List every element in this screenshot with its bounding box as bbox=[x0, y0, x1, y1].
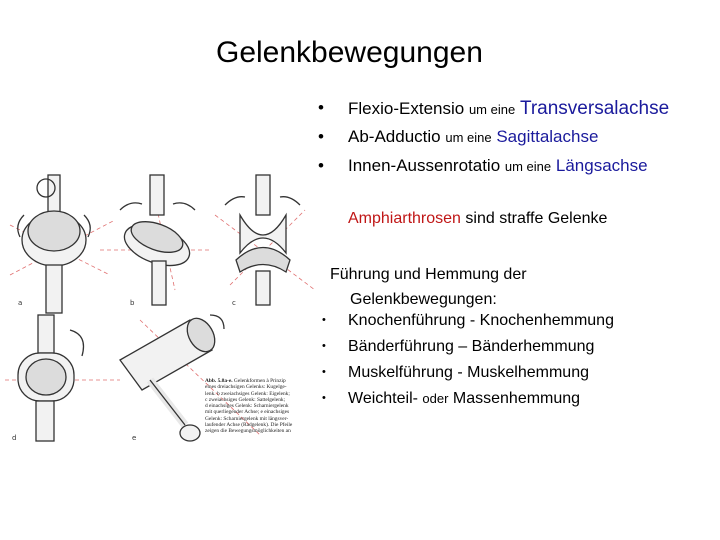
list-item-text: Muskelführung - Muskelhemmung bbox=[348, 364, 589, 381]
movement-name: Flexio-Extensio bbox=[348, 99, 465, 118]
figure-label-b: b bbox=[130, 299, 135, 307]
amphiarthrosen-note bbox=[348, 210, 607, 228]
joint-d-hinge bbox=[18, 315, 84, 441]
connector: um eine bbox=[445, 130, 492, 145]
figure-label-c: c bbox=[232, 299, 236, 307]
guidance-heading-line2: Gelenkbewegungen: bbox=[350, 291, 497, 308]
figure-caption bbox=[205, 378, 325, 435]
text-suffix: Massenhemmung bbox=[452, 390, 581, 407]
caption-line: mit querliegender Achse; e einachsiges bbox=[205, 409, 290, 416]
bullet: • bbox=[322, 366, 326, 378]
list-item-text: Bänderführung – Bänderhemmung bbox=[348, 338, 595, 355]
movement-text bbox=[348, 127, 598, 147]
movement-text bbox=[348, 98, 669, 120]
connector: um eine bbox=[504, 159, 552, 174]
axis-name: Transversalachse bbox=[519, 98, 670, 119]
caption-heading: Abb. 5.8a-e. bbox=[205, 378, 233, 384]
caption-line: c zweiachsiges Gelenk: Sattelgelenk; bbox=[205, 396, 286, 403]
figure-label-e: e bbox=[132, 434, 137, 442]
caption-line: d einachsiges Gelenk: Scharniergelenk bbox=[205, 403, 289, 410]
slide-title: Gelenkbewegungen bbox=[216, 36, 483, 69]
connector: um eine bbox=[468, 102, 516, 117]
caption-line: Gelenk: Scharniergelenk mit längsver- bbox=[205, 415, 289, 422]
caption-line: eines dreiachsigen Gelenks: Kugelge- bbox=[205, 384, 287, 391]
text-prefix: Weichteil- bbox=[348, 390, 418, 407]
figure-label-d: d bbox=[12, 434, 17, 442]
bullet: • bbox=[318, 127, 324, 146]
bullet: • bbox=[318, 156, 324, 175]
bullet: • bbox=[318, 98, 324, 117]
bullet: • bbox=[322, 392, 326, 404]
movement-name: Innen-Aussenrotatio bbox=[348, 156, 501, 175]
guidance-heading bbox=[330, 262, 527, 312]
caption-line: laufender Achse (Radgelenk). Die Pfeile bbox=[205, 422, 293, 429]
connector: oder bbox=[422, 391, 449, 406]
note-rest: sind straffe Gelenke bbox=[460, 210, 608, 227]
joint-a-ball bbox=[18, 175, 91, 313]
movement-text bbox=[348, 156, 648, 176]
note-highlight: Amphiarthrosen bbox=[348, 210, 461, 227]
axis-name: Sagittalachse bbox=[496, 127, 599, 146]
caption-line: zeigen die Bewegungsmöglichkeiten an bbox=[205, 428, 291, 435]
movement-name: Ab-Adductio bbox=[348, 127, 441, 146]
figure-label-a: a bbox=[18, 299, 23, 307]
bullet: • bbox=[322, 340, 326, 352]
bullet: • bbox=[322, 314, 326, 326]
list-item-text: Knochenführung - Knochenhemmung bbox=[348, 312, 614, 329]
joint-b-ellipsoid bbox=[119, 175, 195, 305]
list-item-text bbox=[348, 390, 580, 408]
caption-line: Gelenkformen à Prinzip bbox=[233, 378, 286, 384]
axis-name: Längsachse bbox=[555, 156, 648, 175]
guidance-heading-line1: Führung und Hemmung der bbox=[330, 266, 527, 283]
caption-line: lenk. b zweiachsiges Gelenk: Eigelenk; bbox=[205, 390, 290, 397]
joint-c-saddle bbox=[225, 175, 300, 305]
